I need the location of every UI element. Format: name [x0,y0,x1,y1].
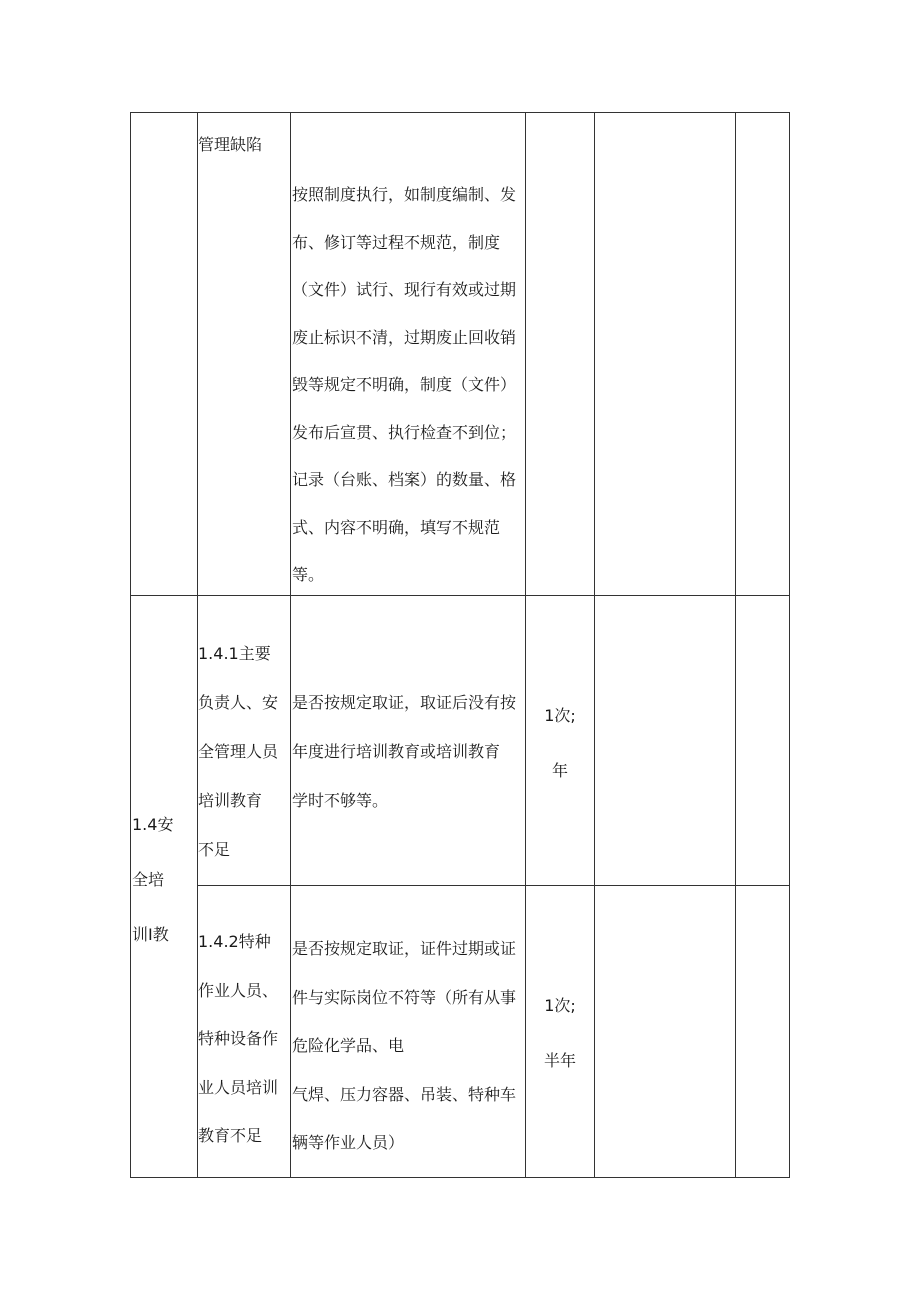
table-border-right [789,112,790,1178]
table-border-bottom [130,1177,790,1178]
inspection-table [130,112,790,1178]
row3-content-cell: 是否按规定取证，证件过期或证 件与实际岗位不符等（所有从事 危险化学品、电 气焊、压力容器、吊装、特种车 辆等作业人员） [292,939,517,1152]
table-row-divider [197,885,790,886]
row2-frequency-cell: 1次; 年 [544,706,576,780]
table-col-divider [290,112,291,1178]
table-col-divider [735,112,736,1178]
table-border-left [130,112,131,1178]
row2-content-cell: 是否按规定取证，取证后没有按 年度进行培训教育或培训教育 学时不够等。 [292,693,517,810]
category-cell: 1.4安 全培 训I教 [132,815,174,944]
row3-item-cell: 1.4.2特种 作业人员、 特种设备作 业人员培训 教育不足 [198,932,279,1145]
table-border-top [130,112,790,113]
row1-item-cell: 管理缺陷 [198,135,263,154]
row3-frequency-cell: 1次; 半年 [543,996,576,1070]
row1-content-cell: 按照制度执行，如制度编制、发 布、修订等过程不规范，制度 （文件）试行、现行有效或过期 废止标识不清，过期废止回收销 毁等规定不明确，制度（文件） 发布后宣贯、执行检查不到位； 记录（台账、档案）的数量、格 式、内容不明确，填写不规范等。 [292,185,517,584]
table-col-divider [594,112,595,1178]
row2-item-cell: 1.4.1主要 负责人、安 全管理人员 培训教育 不足 [198,644,279,859]
